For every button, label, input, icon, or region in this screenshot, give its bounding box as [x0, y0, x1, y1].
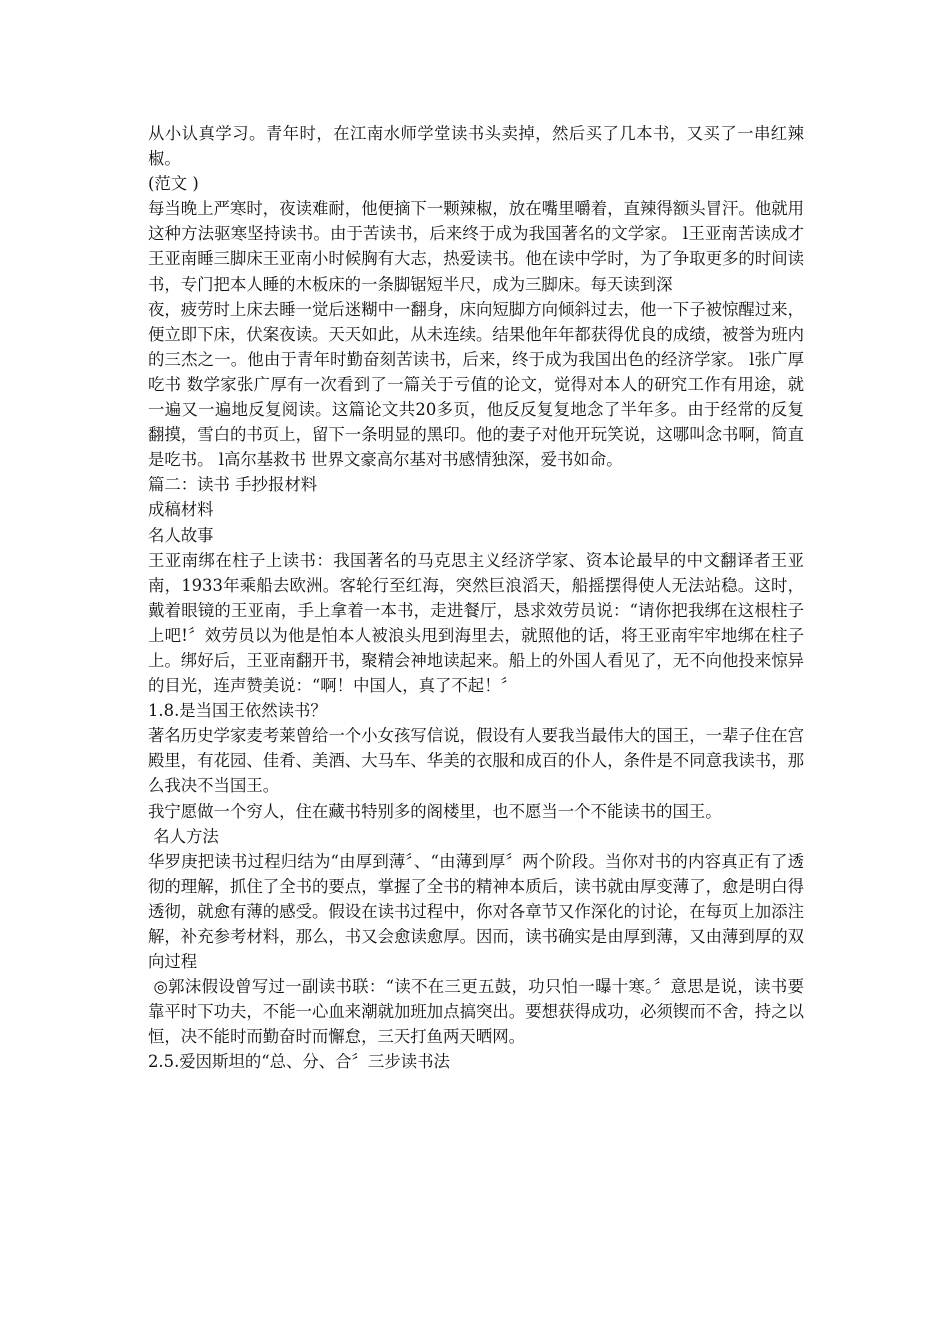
paragraph-8: 华罗庚把读书过程归结为“由厚到薄〞、“由薄到厚〞两个阶段。当你对书的内容真正有了透彻的理解，抓住了全书的要点，掌握了全书的精神本质后，读书就由厚变薄了，愈是明白得透彻，就愈有薄的感受。假设在读书过程中，你对各章节又作深化的讨论，在每页上加添注解，补充参考材料，那么，书又会愈读愈厚。因而，读书确实是由厚到薄，又由薄到厚的双向过程	[148, 851, 804, 972]
paragraph-4: 夜，疲劳时上床去睡一觉后迷糊中一翻身，床向短脚方向倾斜过去，他一下子被惊醒过来，便立即下床，伏案夜读。天天如此，从未连续。结果他年年都获得优良的成绩，被誉为班内的三杰之一。他由于青年时勤奋刻苦读书，后来，终于成为我国出色的经济学家。 l张广厚吃书 数学家张广厚有一次看到了一篇关于亏值的论文，觉得对本人的研究工作有用途，就一遍又一遍地反复阅读。这篇论文共20多页，他反反复复地念了半年多。由于经常的反复翻摸，雪白的书页上，留下一条明显的黑印。他的妻子对他开玩笑说，这哪叫念书啊，简直是吃书。 l高尔基救书 世界文豪高尔基对书感情独深，爱书如命。	[148, 299, 804, 470]
paragraph-5: 王亚南绑在柱子上读书：我国著名的马克思主义经济学家、资本论最早的中文翻译者王亚南，1933年乘船去欧洲。客轮行至红海，突然巨浪滔天，船摇摆得使人无法站稳。这时，戴着眼镜的王亚南，手上拿着一本书，走进餐厅，恳求效劳员说：“请你把我绑在这根柱子上吧!〞效劳员以为他是怕本人被浪头甩到海里去，就照他的话，将王亚南牢牢地绑在柱子上。绑好后，王亚南翻开书，聚精会神地读起来。船上的外国人看见了，无不向他投来惊异的目光，连声赞美说：“啊！中国人，真了不起！〞	[148, 550, 804, 696]
paragraph-9: ◎郭沫假设曾写过一副读书联：“读不在三更五鼓，功只怕一曝十寒。〞意思是说，读书要靠平时下功夫，不能一心血来潮就加班加点搞突出。要想获得成功，必须锲而不舍，持之以恒，决不能时而勤奋时而懈怠，三天打鱼两天晒网。	[148, 977, 804, 1047]
paragraph-3: 每当晚上严寒时，夜读难耐，他便摘下一颗辣椒，放在嘴里嚼着，直辣得额头冒汗。他就用这种方法驱寒坚持读书。由于苦读书，后来终于成为我国著名的文学家。 l王亚南苦读成才 王亚南睡三脚床王亚南小时候胸有大志，热爱读书。他在读中学时，为了争取更多的时间读书，专门把本人睡的木板床的一条脚锯短半尺，成为三脚床。每天读到深	[148, 199, 804, 294]
section-heading-4: 1.8.是当国王依然读书？	[148, 701, 327, 721]
paragraph-2: (范文 )	[148, 174, 199, 194]
section-heading-2: 成稿材料	[148, 500, 214, 520]
section-heading-1: 篇二：读书 手抄报材料	[148, 475, 318, 495]
paragraph-6: 著名历史学家麦考莱曾给一个小女孩写信说，假设有人要我当最伟大的国王，一辈子住在宫殿里，有花园、佳肴、美酒、大马车、华美的衣服和成百的仆人，条件是不同意我读书，那么我决不当国王。	[148, 726, 804, 796]
paragraph-7: 我宁愿做一个穷人，住在藏书特别多的阁楼里，也不愿当一个不能读书的国王。	[148, 801, 722, 821]
section-heading-3: 名人故事	[148, 525, 214, 545]
paragraph-1: 从小认真学习。青年时，在江南水师学堂读书头卖掉，然后买了几本书，又买了一串红辣椒。	[148, 124, 804, 169]
document-body	[148, 121, 804, 1075]
section-heading-6: 2.5.爱因斯坦的“总、分、合〞三步读书法	[148, 1052, 450, 1072]
section-heading-5: 名人方法	[148, 826, 219, 846]
